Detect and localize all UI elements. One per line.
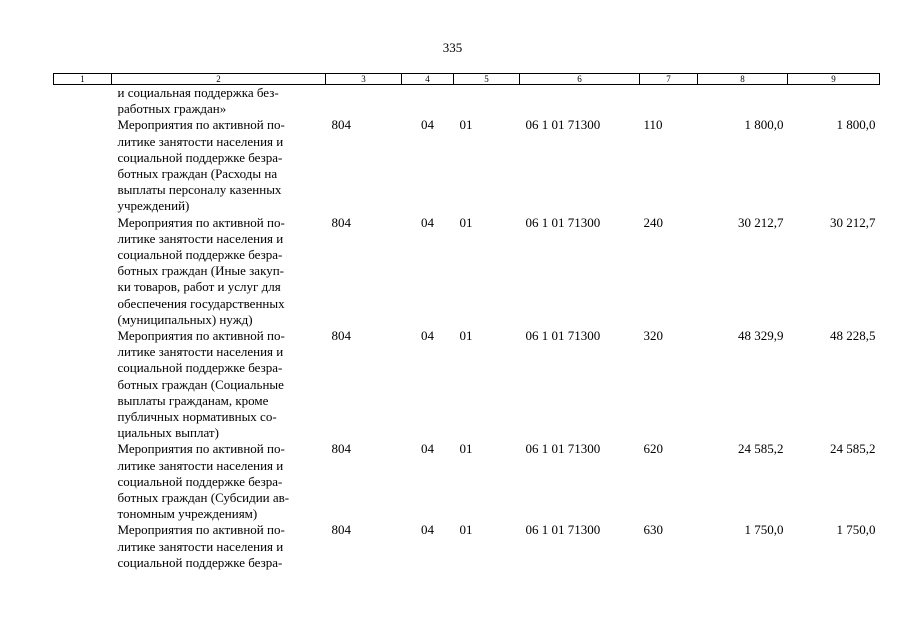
subsection-code: 01 <box>459 522 473 538</box>
amount-actual: 1 750,0 <box>836 522 876 538</box>
target-article-code: 06 1 01 71300 <box>525 441 601 457</box>
amount-actual: 48 228,5 <box>830 328 876 344</box>
page-number: 335 <box>442 40 463 55</box>
target-article-code: 06 1 01 71300 <box>525 117 601 133</box>
header-cell: 5 <box>454 74 520 85</box>
target-article-code: 06 1 01 71300 <box>525 214 601 230</box>
ministry-code: 804 <box>331 328 351 344</box>
header-cell: 9 <box>788 74 880 85</box>
header-cell: 3 <box>326 74 402 85</box>
ministry-code: 804 <box>331 117 351 133</box>
ministry-code: 804 <box>331 214 351 230</box>
table-row <box>54 522 880 571</box>
header-cell: 6 <box>520 74 640 85</box>
expense-type-code: 620 <box>643 441 663 457</box>
table-row <box>54 117 880 214</box>
amount-plan: 48 329,9 <box>738 328 784 344</box>
header-cell: 8 <box>698 74 788 85</box>
amount-plan: 1 800,0 <box>744 117 784 133</box>
ministry-code: 804 <box>331 522 351 538</box>
expense-type-code: 320 <box>643 328 663 344</box>
amount-actual: 24 585,2 <box>830 441 876 457</box>
expense-type-code: 240 <box>643 214 663 230</box>
header-row <box>54 74 880 85</box>
section-code: 04 <box>421 328 434 344</box>
amount-plan: 1 750,0 <box>744 522 784 538</box>
section-code: 04 <box>421 214 434 230</box>
row-description: Мероприятия по активной по- литике занятости населения и социальной поддержке безра- ботных граждан (Расходы на выплаты персоналу казенных учреждений) <box>117 117 285 214</box>
subsection-code: 01 <box>459 328 473 344</box>
amount-actual: 1 800,0 <box>836 117 876 133</box>
amount-actual: 30 212,7 <box>830 214 876 230</box>
budget-table <box>53 73 880 571</box>
target-article-code: 06 1 01 71300 <box>525 522 601 538</box>
table-row <box>54 215 880 328</box>
row-description: Мероприятия по активной по- литике занятости населения и социальной поддержке безра- ботных граждан (Социальные выплаты гражданам, кроме публичных нормативных со- циальных выплат) <box>117 328 285 441</box>
table-row <box>54 441 880 522</box>
subsection-code: 01 <box>459 117 473 133</box>
section-code: 04 <box>421 117 434 133</box>
expense-type-code: 630 <box>643 522 663 538</box>
row-description: Мероприятия по активной по- литике занятости населения и социальной поддержке безра- ботных граждан (Субсидии ав- тономным учреждениям) <box>117 441 290 522</box>
expense-type-code: 110 <box>643 117 663 133</box>
header-cell: 2 <box>112 74 326 85</box>
row-description: Мероприятия по активной по- литике занятости населения и социальной поддержке безра- ботных граждан (Иные закуп- ки товаров, работ и услуг для обеспечения государственных (муниципальных) нужд) <box>117 214 285 327</box>
continuation-row <box>54 85 880 118</box>
header-cell: 1 <box>54 74 112 85</box>
section-code: 04 <box>421 441 434 457</box>
continuation-text: и социальная поддержка без- работных граждан» <box>117 85 279 117</box>
table-row <box>54 328 880 441</box>
target-article-code: 06 1 01 71300 <box>525 328 601 344</box>
header-cell: 7 <box>640 74 698 85</box>
section-code: 04 <box>421 522 434 538</box>
header-cell: 4 <box>402 74 454 85</box>
row-description: Мероприятия по активной по- литике занятости населения и социальной поддержке безра- <box>117 522 285 570</box>
ministry-code: 804 <box>331 441 351 457</box>
subsection-code: 01 <box>459 214 473 230</box>
subsection-code: 01 <box>459 441 473 457</box>
amount-plan: 30 212,7 <box>738 214 784 230</box>
amount-plan: 24 585,2 <box>738 441 784 457</box>
